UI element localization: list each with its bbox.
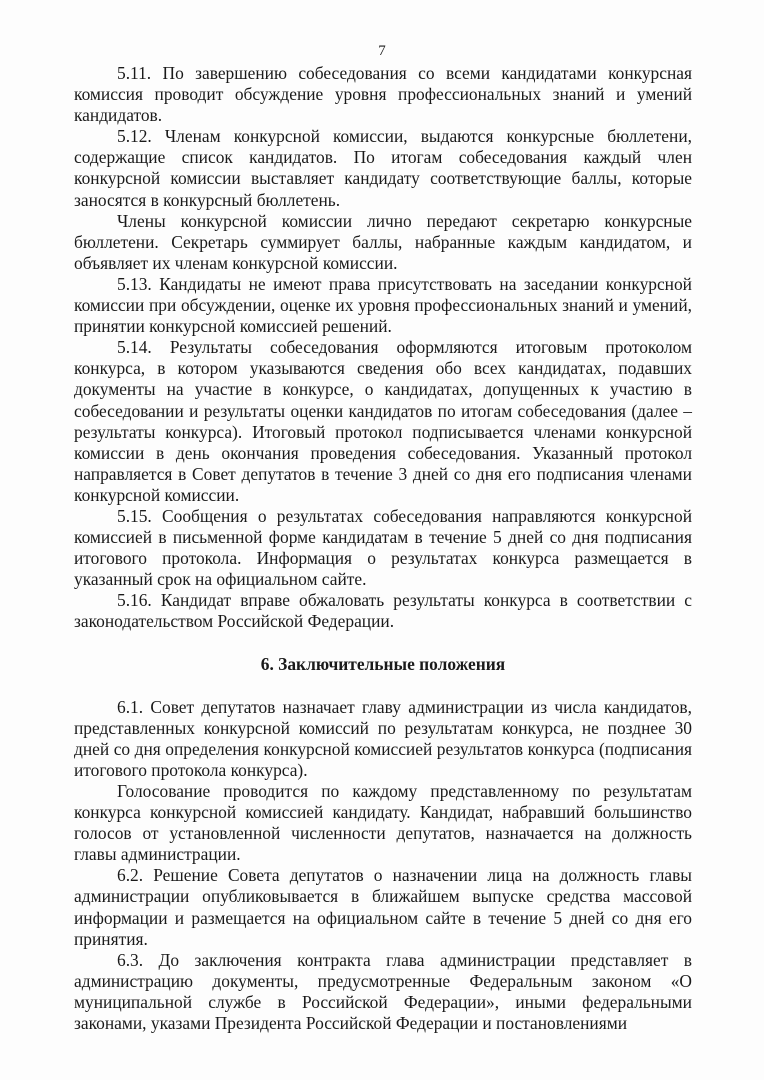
paragraph-5-13: 5.13. Кандидаты не имеют права присутствовать на заседании конкурсной комиссии при обсуждении, оценке их уровня профессиональных знаний и умений, принятии конкурсной комиссией решений. xyxy=(74,273,692,337)
paragraph-6-3: 6.3. До заключения контракта глава администрации представляет в администрацию документы, предусмотренные Федеральным законом «О муниципальной службе в Российской Федерации», иными федеральными законами, указами Президента Российской Федерации и постановлениями xyxy=(74,949,692,1034)
paragraph-5-16: 5.16. Кандидат вправе обжаловать результаты конкурса в соответствии с законодательством Российской Федерации. xyxy=(74,590,692,632)
paragraph-6-1: 6.1. Совет депутатов назначает главу администрации из числа кандидатов, представленных конкурсной комиссий по результатам конкурса, не позднее 30 дней со дня определения конкурсной комиссией результатов конкурса (подписания итогового протокола конкурса). xyxy=(74,696,692,780)
paragraph-5-12-continued: Члены конкурсной комиссии лично передают секретарю конкурсные бюллетени. Секретарь суммирует баллы, набранные каждым кандидатом, и объявляет их членам конкурсной комиссии. xyxy=(74,210,692,273)
page-number: 7 xyxy=(378,43,386,59)
paragraph-5-12: 5.12. Членам конкурсной комиссии, выдаются конкурсные бюллетени, содержащие список кандидатов. По итогам собеседования каждый член конкурсной комиссии выставляет кандидату соответствующие баллы, которые заносятся в конкурсный бюллетень. xyxy=(74,126,692,210)
paragraph-5-11: 5.11. По завершению собеседования со всеми кандидатами конкурсная комиссия проводит обсуждение уровня профессиональных знаний и умений кандидатов. xyxy=(74,63,692,126)
paragraph-5-15: 5.15. Сообщения о результатах собеседования направляются конкурсной комиссией в письменной форме кандидатам в течение 5 дней со дня подписания итогового протокола. Информация о результатах конкурса размещается в указанный срок на официальном сайте. xyxy=(74,505,692,590)
paragraph-6-1-continued: Голосование проводится по каждому представленному по результатам конкурса конкурсной комиссией кандидату. Кандидат, набравший большинство голосов от установленной численности депутатов, назначается на должность главы администрации. xyxy=(74,781,692,865)
paragraph-6-2: 6.2. Решение Совета депутатов о назначении лица на должность главы администрации опубликовывается в ближайшем выпуске средства массовой информации и размещается на официальном сайте в течение 5 дней со дня его принятия. xyxy=(74,865,692,949)
section-heading: 6. Заключительные положения xyxy=(260,653,506,674)
document-body xyxy=(74,63,692,1034)
paragraph-5-14: 5.14. Результаты собеседования оформляются итоговым протоколом конкурса, в котором указываются сведения обо всех кандидатах, подавших документы на участие в конкурсе, о кандидатах, допущенных к участию в собеседовании и результаты оценки кандидатов по итогам собеседования (далее – результаты конкурса). Итоговый протокол подписывается членами конкурсной комиссии в день окончания проведения собеседования. Указанный протокол направляется в Совет депутатов в течение 3 дней со дня его подписания членами конкурсной комиссии. xyxy=(74,337,692,505)
